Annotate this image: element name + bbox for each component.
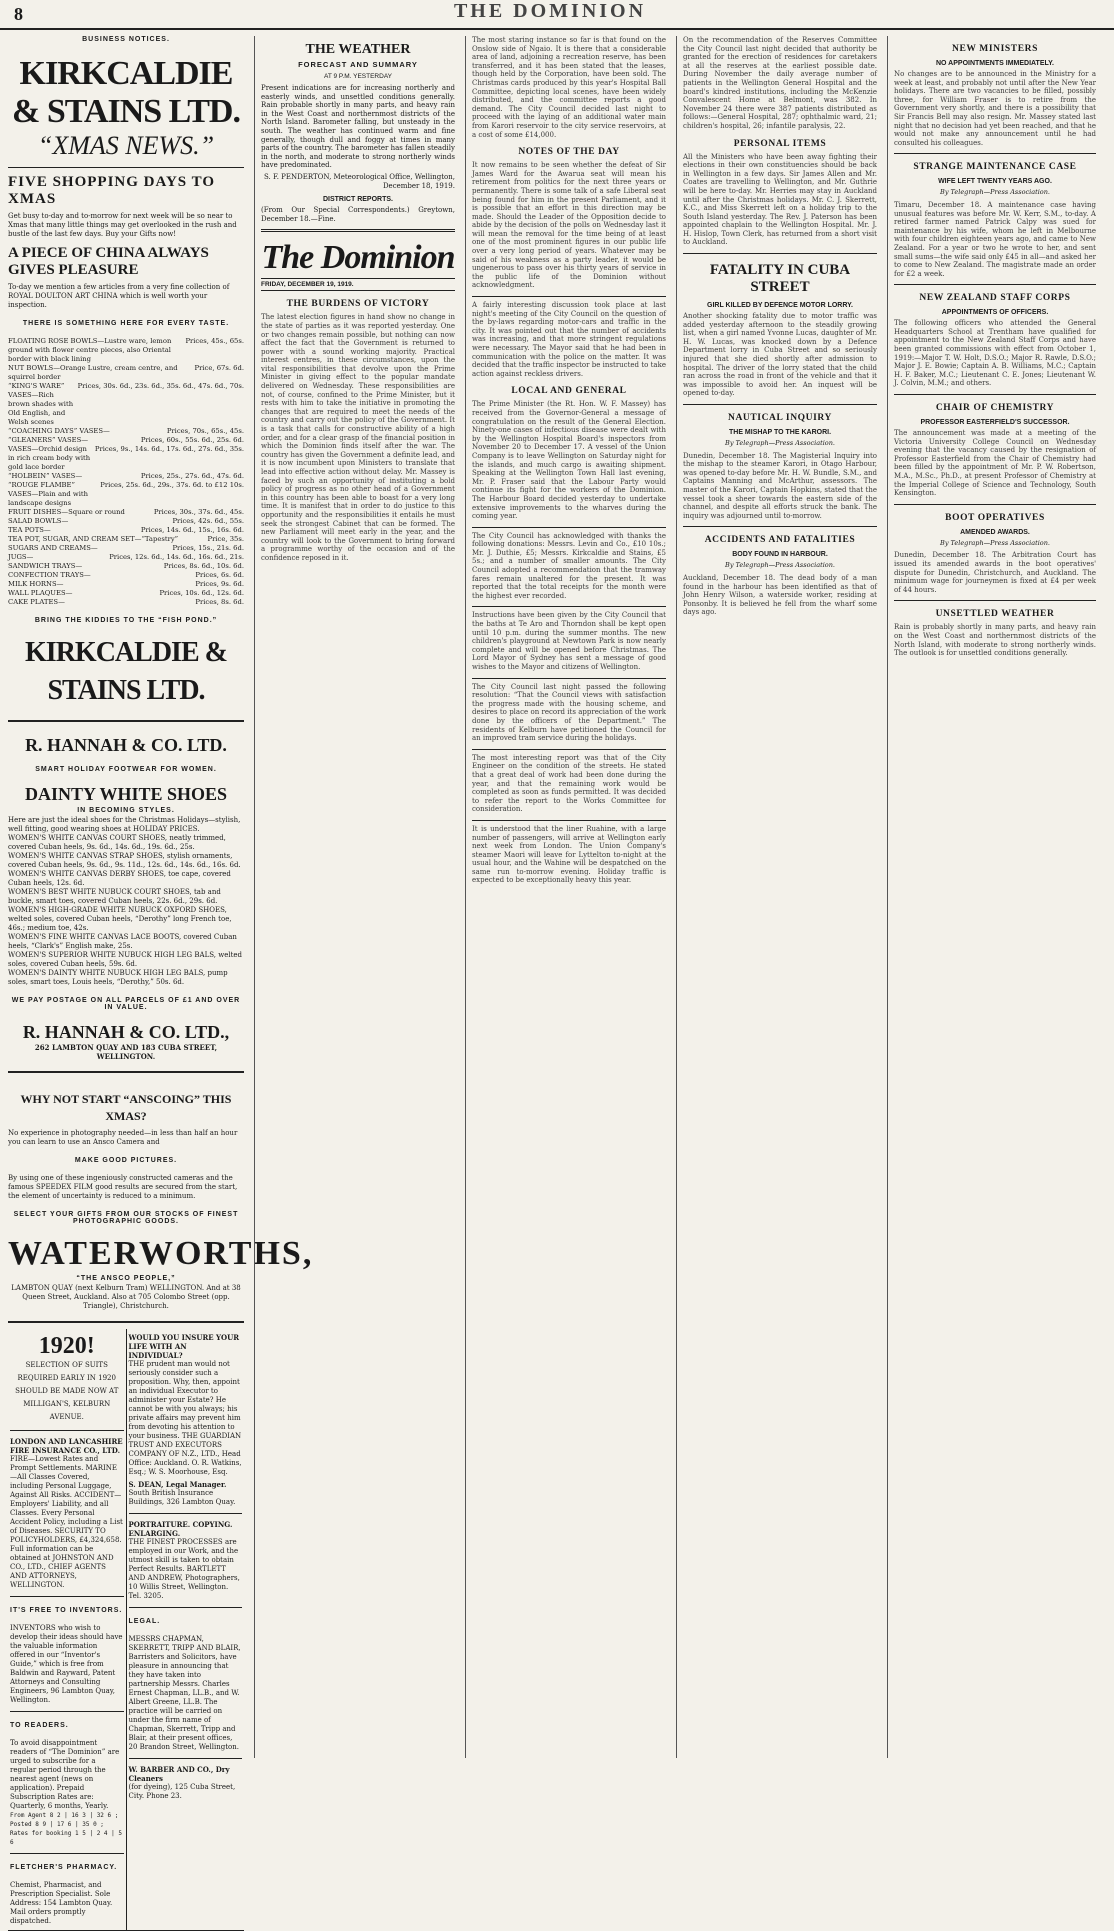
hannah-line-2: IN BECOMING STYLES. (77, 807, 175, 814)
trust-ad (126, 1329, 245, 1930)
hannah-item: WOMEN'S SUPERIOR WHITE NUBUCK HIGH LEG BALS, welted soles, covered Cuban heels, 59s. 6d. (8, 951, 243, 968)
kirkcaldie-para-2: To-day we mention a few articles from a very fine collection of ROYAL DOULTON ART CHINA which is well worth your inspection. (8, 283, 230, 309)
hannah-item-list (8, 834, 244, 987)
price-list-item (8, 481, 244, 508)
staff-subheading: APPOINTMENTS OF OFFICERS. (941, 309, 1049, 317)
burdens-heading: THE BURDENS OF VICTORY (286, 299, 430, 310)
waterworths-title: WATERWORTHS, (8, 1235, 314, 1272)
hannah-item: WOMEN'S HIGH-GRADE WHITE NUBUCK OXFORD SHOES, welted soles, covered Cuban heels, “Derothy” long French toe, 46s.; medium toe, 42s. (8, 906, 232, 932)
fatality-text: Another shocking fatality due to motor traffic was added yesterday afternoon to the steadily growing list, when a girl named Yvonne Lucas, daughter of Mr. H. W. Lucas, was knocked down by a Defence Department lorry in Cuba Street and so seriously injured that she died shortly after admission to hospital. The driver of the lorry stated that the child ran across the road in front of the vehicle and that it was impossible to avoid her. An inquest will be opened to-day. (683, 312, 877, 398)
small-ads-row-1 (8, 1329, 244, 1931)
price-item-name: MILK HORNS— (8, 580, 64, 588)
hannah-postage: WE PAY POSTAGE ON ALL PARCELS OF £1 AND OVER IN VALUE. (11, 997, 241, 1011)
hannah-footer: R. HANNAH & CO. LTD., (22, 1022, 230, 1042)
ministers-heading: NEW MINISTERS (951, 44, 1039, 54)
staff-heading: NEW ZEALAND STAFF CORPS (919, 293, 1071, 304)
lancs-title: LONDON AND LANCASHIRE FIRE INSURANCE CO., LTD. (10, 1437, 123, 1455)
kirkcaldie-title: KIRKCALDIE & STAINS LTD. (12, 55, 240, 130)
price-list-item (8, 382, 244, 427)
price-item-name: JUGS— (8, 553, 34, 561)
price-item-price: Prices, 12s. 6d., 14s. 6d., 16s. 6d., 21s. (109, 553, 244, 561)
notes-text: It now remains to be seen whether the defeat of Sir James Ward for the Awarua seat will mean his retirement from politics for the next three years or permanently. There is some talk of a safe Liberal seat being found for him in the present Parliament, and it is possible that an effort in this direction may be made. Should the Leader of the Opposition decide to abide by the decision of the polls on Wednesday last it will mean the removal for the time being of at least one of the most prominent figures in our public life over a very long period of years. Whatever may be said of his weakness as a party leader, it would be ungenerous to pass over his thirty years of service in the public life of the Dominion without acknowledgment. (472, 161, 666, 290)
trust-heading: WOULD YOU INSURE YOUR LIFE WITH AN INDIVIDUAL? (128, 1333, 240, 1360)
boot-subheading: AMENDED AWARDS. (960, 528, 1030, 536)
barber-text: (for dyeing), 125 Cuba Street, City. Phone 23. (128, 1783, 236, 1800)
unsettled-text: Rain is probably shortly in many parts, and heavy rain on the West Coast and northernmost districts of the North Island, with moderate to strong northerly winds. The outlook is for unsettled conditions generally. (894, 623, 1096, 658)
dean-text: South British Insurance Buildings, 326 Lambton Quay. (128, 1489, 236, 1506)
boot-text: Dunedin, December 18. The Arbitration Court has issued its amended awards in the boot operatives' dispute for Dunedin, Christchurch, and Auckland. The minimum wage for journeymen is fixed at £4 per week of 44 hours. (894, 551, 1096, 594)
price-list-item (8, 553, 244, 562)
price-item-name: FRUIT DISHES—Square or round (8, 508, 125, 516)
masthead (0, 0, 1114, 30)
hannah-ad (8, 728, 244, 1073)
hannah-address: 262 LAMBTON QUAY AND 183 CUBA STREET, WELLINGTON. (34, 1043, 218, 1061)
price-list-item (8, 472, 244, 481)
price-item-name: “HOLBEIN” VASES— (8, 472, 83, 480)
newspaper-title: The Dominion (261, 239, 455, 277)
price-item-name: SUGARS AND CREAMS— (8, 544, 98, 552)
waterworths-sub: “THE ANSCO PEOPLE,” (76, 1275, 176, 1282)
ansco-title: WHY NOT START “ANSCOING” THIS XMAS? (20, 1092, 232, 1123)
district-text: (From Our Special Correspondents.) Greytown, December 18.—Fine. (261, 206, 455, 223)
legal-heading: LEGAL. (128, 1618, 161, 1625)
nautical-byline: By Telegraph—Press Association. (725, 439, 835, 447)
fatality-heading: FATALITY IN CUBA STREET (709, 262, 851, 296)
weather-time: AT 9 P.M. YESTERDAY (323, 73, 393, 80)
chair-heading: CHAIR OF CHEMISTRY (935, 403, 1055, 414)
nautical-heading: NAUTICAL INQUIRY (727, 413, 832, 423)
price-item-name: “GLEANERS” VASES— (8, 436, 89, 444)
kirkcaldie-heading-1: FIVE SHOPPING DAYS TO XMAS (8, 174, 216, 207)
price-item-name: TEA POTS— (8, 526, 51, 534)
column-5 (887, 36, 1102, 1758)
price-list-item (8, 337, 244, 364)
barber-heading: W. BARBER AND CO., Dry Cleaners (128, 1765, 230, 1783)
masthead-title: THE DOMINION (453, 0, 647, 22)
strange-subheading: WIFE LEFT TWENTY YEARS AGO. (938, 178, 1052, 186)
staff-text: The following officers who attended the General Headquarters School at Trentham have qualified for appointment to the New Zealand Staff Corps and have been granted commissions with effect from October 1, 1919:—Major T. W. Holt, D.S.O.; Major R. Rawle, D.S.O.; Major J. E. Bowie; Captain A. B. Williams, M.C.; Captain H. F. Baker, M.C.; Lieutenant C. E. Jones; Lieutenant W. J. Colvin, M.M.; and others. (894, 319, 1096, 388)
price-item-name: CAKE PLATES— (8, 598, 65, 606)
readers-text: To avoid disappointment readers of “The Dominion” are urged to subscribe for a regular period through the nearest agent (news on application). Prepaid Subscription Rates are: Quarterly, 6 months, Yearly. (10, 1739, 120, 1810)
price-list-item (8, 571, 244, 580)
ansco-ad (8, 1079, 314, 1323)
hannah-item: WOMEN'S WHITE CANVAS STRAP SHOES, stylish ornaments, covered Cuban heels, 9s. 6d., 9s. 11d., 12s. 6d., 14s. 6d., 16s. 6d. (8, 852, 241, 869)
price-list-item (8, 535, 244, 544)
price-item-price: Prices, 42s. 6d., 55s. (172, 517, 244, 525)
ansco-para-2: By using one of these ingeniously constructed cameras and the famous SPEEDEX FILM good results are secured from the start, the element of uncertainty is reduced to a minimum. (8, 1174, 238, 1200)
accidents-subheading: BODY FOUND IN HARBOUR. (732, 551, 828, 559)
kirkcaldie-para-1: Get busy to-day and to-morrow for next week will be so near to Xmas that many little things may get overlooked in the rush and bustle of the last few days. Buy your Gifts now! (8, 212, 237, 238)
price-list-item (8, 427, 244, 436)
price-item-price: Prices, 45s., 65s. (185, 337, 244, 345)
price-list-item (8, 589, 244, 598)
date-text: FRIDAY, DECEMBER 19, 1919. (261, 281, 354, 289)
chair-text: The announcement was made at a meeting of the Victoria University College Council on Wednesday evening that the vacancy caused by the resignation of Professor Easterfield from the Chair of Chemistry had been filled by the appointment of Mr. P. W. Robertson, M.A., M.Sc., Ph.D., at present Professor of Chemistry at the Imperial College of Science and Technology, South Kensington. (894, 429, 1096, 498)
price-item-name: WALL PLAQUES— (8, 589, 73, 597)
hannah-heading: DAINTY WHITE SHOES (24, 784, 228, 804)
weather-heading: THE WEATHER (305, 42, 411, 57)
column-3 (465, 36, 672, 1758)
hannah-item: WOMEN'S BEST WHITE NUBUCK COURT SHOES, tab and buckle, smart toes, covered Cuban heels, 22s. 6d., 29s. 6d. (8, 888, 221, 905)
ansco-para-3: SELECT YOUR GIFTS FROM OUR STOCKS OF FINEST PHOTOGRAPHIC GOODS. (13, 1211, 239, 1225)
milligan-text: SELECTION OF SUITS REQUIRED EARLY IN 1920 SHOULD BE MADE NOW AT MILLIGAN'S, KELBURN AVENUE. (15, 1361, 119, 1421)
hannah-item: WOMEN'S DAINTY WHITE NUBUCK HIGH LEG BALS, pump soles, smart toes, Louis heels, “Derothy,” 50s. 6d. (8, 969, 228, 986)
price-item-price: Prices, 10s. 6d., 12s. 6d. (159, 589, 244, 597)
ministers-text: No changes are to be announced in the Ministry for a week at least, and probably not until after the New Year holidays. There are two vacancies to be filled, possibly three, for William Fraser is to retire from the Government very shortly, and there is a possibility that Sir Francis Bell may also resign. Mr. Massey stated last night that no decision had yet been reached, and that he would not make any announcement until he had consulted his colleagues. (894, 70, 1096, 147)
price-item-name: “ROUGE FLAMBE” VASES—Plain and with landscape designs (8, 481, 88, 507)
price-item-name: CONFECTION TRAYS— (8, 571, 91, 579)
price-list-item (8, 598, 244, 607)
price-item-price: Prices, 30s., 37s. 6d., 45s. (153, 508, 244, 516)
milligan-ad (8, 1329, 126, 1930)
portraiture-heading: PORTRAITURE. COPYING. ENLARGING. (128, 1520, 233, 1538)
chair-subheading: PROFESSOR EASTERFIELD'S SUCCESSOR. (920, 419, 1070, 427)
personal-heading: PERSONAL ITEMS (733, 138, 827, 149)
section-label: BUSINESS NOTICES. (82, 36, 170, 43)
milligan-year: 1920! (38, 1333, 95, 1359)
price-item-name: “KING'S WARE” VASES—Rich brown shades with Old English, and Welsh scenes (8, 382, 74, 426)
nautical-text: Dunedin, December 18. The Magisterial Inquiry into the mishap to the steamer Karori, in Otago Harbour, was opened to-day before Mr. H. W. Bundle, S.M., and Captains Manning and McArthur, assessors. The master of the Karori, Captain Hopkins, stated that the vessel took a sheer towards the eastern side of the channel, and despite all efforts struck the bank. The inquiry was adjourned until to-morrow. (683, 451, 877, 520)
waterworths-address: LAMBTON QUAY (next Kelburn Tram) WELLINGTON. And at 38 Queen Street, Auckland. Also at 705 Colombo Street (opp. Triangle), Christchurch. (11, 1284, 241, 1310)
price-item-price: Prices, 8s. 6d. (195, 598, 244, 606)
price-item-price: Price, 35s. (207, 535, 244, 543)
price-item-price: Prices, 15s., 21s. 6d. (172, 544, 244, 552)
price-item-price: Prices, 14s. 6d., 15s., 16s. 6d. (140, 526, 244, 534)
col4-para-1: On the recommendation of the Reserves Committee the City Council last night decided that authority be granted for the erection of residences for caretakers at all the reserves at the earliest possible date. During November the daily average number of patients in the Wellington General Hospital and the board's kindred institutions, including the McKenzie Convalescent Home at Belmont, was 382. In November 24 there were 387 patients distributed as follows:—General Hospital, 287; ophthalmic ward, 21; children's hospital, 26; infantile paralysis, 22. (683, 36, 877, 130)
strange-text: Timaru, December 18. A maintenance case having unusual features was before Mr. W. Kerr, S.M., to-day. A retired farmer named Patrick Calpy was sued for maintenance by his wife, whom he left in Melbourne with four children eighteen years ago, and came to New Zealand. For a year or two he wrote to her, and sent small sums—the wife said only £45 in all—and asked her to come to New Zealand. The magistrate made an order for £2 a week. (894, 200, 1096, 278)
boot-byline: By Telegraph—Press Association. (940, 538, 1050, 547)
price-list-item (8, 562, 244, 571)
price-item-price: Price, 67s. 6d. (194, 364, 244, 372)
readers-heading: TO READERS. (10, 1722, 69, 1729)
notes-heading: NOTES OF THE DAY (518, 147, 620, 158)
col3-para-1: The most staring instance so far is that found on the Onslow side of Ngaio. It is there that a considerable area of land, adjoining a recreation reserve, has been transferred, and it has been stated that the leases, though held by the Corporation, have been sold. The Christmas cards produced by this year's Hospital Ball Committee, depicting local scenes, have been widely distributed, and the committee reports a good demand. The City Council decided last night to proceed with the laying of an additional water main from Karori reservoir to the city service reservoirs, at a cost of some £14,000. (472, 36, 666, 139)
price-item-name: “COACHING DAYS” VASES— (8, 427, 110, 435)
page-number: 8 (14, 4, 23, 24)
price-list-item (8, 445, 244, 472)
strange-byline: By Telegraph—Press Association. (940, 188, 1050, 197)
local-heading: LOCAL AND GENERAL (511, 386, 627, 397)
kirkcaldie-price-list (8, 337, 244, 607)
weather-signature: S. F. PENDERTON, Meteorological Office, Wellington, December 18, 1919. (263, 172, 455, 190)
readers-rates: From Agent 8 2 | 16 3 | 32 6 ; Posted 8 9 | 17 6 | 35 0 ; Rates for booking 1 5 | 2 4 | 5 6 (10, 1812, 122, 1846)
hannah-para: Here are just the ideal shoes for the Christmas Holidays—stylish, well fitting, good wearing shoes at HOLIDAY PRICES. (8, 816, 241, 833)
price-item-price: Prices, 30s. 6d., 23s. 6d., 35s. 6d., 47s. 6d., 70s. (77, 382, 244, 390)
boot-heading: BOOT OPERATIVES (945, 512, 1045, 523)
legal-text: MESSRS CHAPMAN, SKERRETT, TRIPP AND BLAIR, Barristers and Solicitors, have pleasure in announcing that they have taken into partnership Messrs. Charles Ernest Chapman, LL.B., and W. Albert Greene, LL.B. The practice will be carried on under the firm name of Chapman, Skerrett, Tripp and Blair, at their present offices, 20 Brandon Street, Wellington. (128, 1635, 241, 1751)
strange-heading: STRANGE MAINTENANCE CASE (913, 162, 1077, 173)
dateline (261, 278, 455, 291)
district-heading: DISTRICT REPORTS. (322, 196, 393, 204)
col3-para-3: The City Council has acknowledged with thanks the following donations: Messrs. Levin and Co., £10 10s.; Mr. J. Duthie, £5; Messrs. Kirkcaldie and Stains, £5 5s.; and a number of smaller amounts. The City Council adopted a recommendation that the tramway fares remain unaltered for the present. It was reported that the total receipts for the month were the highest ever recorded. (472, 527, 666, 601)
price-item-price: Prices, 9s. 6d. (195, 580, 244, 588)
ansco-heading: MAKE GOOD PICTURES. (74, 1157, 178, 1164)
fletcher-heading: FLETCHER'S PHARMACY. (10, 1864, 118, 1871)
hannah-title: R. HANNAH & CO. LTD. (25, 735, 227, 755)
price-item-name: SALAD BOWLS— (8, 517, 69, 525)
personal-text: All the Ministers who have been away fighting their elections in their own constituencies should be back in Wellington in a few days. Sir James Allen and Mr. Coates are travelling to Wellington, and Mr. Guthrie will be here to-day. Mr. Herries may stay in Auckland until after the Christmas holidays. Mr. C. J. Skerrett, K.C., and Miss Skerrett left on a holiday trip to the South Island yesterday. The Rev. J. Paterson has been appointed chaplain to the Wellington Hospital. Mr. J. H. Hislop, Town Clerk, has returned from a short visit to Auckland. (683, 152, 877, 247)
accidents-byline: By Telegraph—Press Association. (725, 561, 835, 570)
hannah-item: WOMEN'S WHITE CANVAS COURT SHOES, neatly trimmed, covered Cuban heels, 9s. 6d., 14s. 6d., 19s. 6d., 25s. (8, 834, 226, 851)
kirkcaldie-footer: KIRKCALDIE & STAINS LTD. (25, 637, 227, 706)
price-item-price: Prices, 9s., 14s. 6d., 17s. 6d., 27s. 6d., 35s. (94, 445, 244, 453)
inventors-text: INVENTORS who wish to develop their ideas should have the valuable information offered in our “Inventor's Guide,” which is free from Baldwin and Rayward, Patent Attorneys and Consulting Engineers, 96 Lambton Quay, Wellington. (10, 1624, 123, 1704)
trust-text: THE prudent man would not seriously consider such a proposition. Why, then, appoint an individual Executor to administer your Estate? He cannot be with you always; his private affairs may prevent him from devoting his attention to your business. THE GUARDIAN TRUST AND EXECUTORS COMPANY OF N.Z., LTD., Head Office: Auckland. O. R. Watkins, Esq.; W. S. Moorhouse, Esq. (128, 1360, 242, 1476)
hannah-line-1: SMART HOLIDAY FOOTWEAR FOR WOMEN. (35, 766, 217, 773)
price-list-item (8, 580, 244, 589)
col3-para-6: The most interesting report was that of the City Engineer on the condition of the streets. He stated that a great deal of work had been done during the year, and that the remaining work would be completed as soon as funds permitted. It was decided to refer the report to the Works Committee for consideration. (472, 749, 666, 814)
price-list-item (8, 517, 244, 526)
local-text: The Prime Minister (the Rt. Hon. W. F. Massey) has received from the Governor-General a message of congratulation on the result of the General Election. Ninety-one cases of infectious disease were dealt with by the Wellington Hospital Board's inspectors from November 20 to December 17. A vessel of the Union Company is to leave Wellington on Saturday night for the islands, and much cargo is awaiting shipment. Speaking at the Wellington Town Hall last evening, Mr. P. Fraser said that the Labour Party would continue its fight for the workers of the Dominion. The Harbour Board decided yesterday to undertake extensive improvements to the wharves during the coming year. (472, 400, 666, 521)
weather-text: Present indications are for increasing northerly and easterly winds, and unsettled conditions generally. Rain probable shortly in many parts, and heavy rain in the West Coast and northernmost districts of the North Island. Barometer falling, but unsteady in the south. The weather has continued warm and fine generally, though dull and foggy at times in many parts of the country. The barometer has fallen steadily in the north, and moderate to strong northerly winds have predominated. (261, 84, 455, 170)
burdens-text: The latest election figures in hand show no change in the state of parties as it was reported yesterday. One or two changes remain possible, but nothing can now affect the fact that the Government is returned to power with a sound working majority. Practical interest centres, in these circumstances, upon the vital responsibilities that devolve upon the Prime Minister in giving effect to the popular mandate delivered on Wednesday. These responsibilities are not, of course, confined to the Prime Minister, but it rests with him to take the initiative in promoting the changes that are required to meet the needs of the country and carry out the policy of the Government. It is a task that calls for constructive ability of a high order, and for a clear grasp of the financial position in which the Dominion finds itself after the war. The country has given the Government a definite lead, and it is now incumbent upon Ministers to translate that lead into effective action without delay. Mr. Massey is faced by such an opportunity of instituting a bold policy of progress as no other head of a Government in this country has been able to boast for a very long time. It is manifest that in order to do justice to this opportunity and the responsibilities it entails he must seek the strongest Cabinet that can be formed. The new Parliament will meet early in the year, and the country will look to the Government to bring forward a programme worthy of the occasion and of the confidence reposed in it. (261, 313, 455, 562)
hannah-item: WOMEN'S WHITE CANVAS DERBY SHOES, toe cape, covered Cuban heels, 12s. 6d. (8, 870, 231, 887)
price-list-item (8, 508, 244, 517)
price-item-price: Prices, 6s. 6d. (195, 571, 244, 579)
price-item-price: Prices, 60s., 55s. 6d., 25s. 6d. (140, 436, 244, 444)
price-item-price: Prices, 70s., 65s., 45s. (166, 427, 244, 435)
weather-subheading: FORECAST AND SUMMARY (298, 60, 418, 69)
price-list-item (8, 544, 244, 553)
price-item-price: Prices, 25s., 27s. 6d., 47s. 6d. (140, 472, 244, 480)
accidents-heading: ACCIDENTS AND FATALITIES (704, 535, 856, 546)
kirkcaldie-subtitle: “XMAS NEWS.” (37, 131, 215, 160)
ansco-para-1: No experience in photography needed—in less than half an hour you can learn to use an Ansco Camera and (8, 1129, 238, 1146)
price-item-name: SANDWICH TRAYS— (8, 562, 83, 570)
fletcher-text: Chemist, Pharmacist, and Prescription Specialist. Sole Address: 154 Lambton Quay. Mail orders promptly dispatched. (10, 1881, 113, 1925)
portraiture-text: THE FINEST PROCESSES are employed in our Work, and the utmost skill is taken to obtain Perfect Results. BARTLETT AND ANDREW, Photographers, 10 Willis Street, Wellington. Tel. 3205. (128, 1538, 240, 1600)
accidents-text: Auckland, December 18. The dead body of a man found in the harbour has been identified as that of John Henry Wilson, a waterside worker, residing at Ponsonby. It is believed he fell from the wharf some days ago. (683, 573, 877, 617)
price-item-name: VASES—Orchid design in rich cream body with gold lace border (8, 445, 91, 471)
col3-para-7: It is understood that the liner Ruahine, with a large number of passengers, will arrive at Wellington early next week from London. The Union Company's steamer Maori will leave for Lyttelton to-night at the usual hour, and the Wahine will be despatched on the same run to-morrow evening. Holiday traffic is expected to be exceptionally heavy this year. (472, 820, 666, 885)
kirkcaldie-ad (8, 49, 244, 722)
price-list-item (8, 436, 244, 445)
unsettled-heading: UNSETTLED WEATHER (935, 609, 1055, 620)
column-4 (676, 36, 883, 1758)
fatality-subheading: GIRL KILLED BY DEFENCE MOTOR LORRY. (707, 302, 853, 310)
kirkcaldie-heading-2: A PIECE OF CHINA ALWAYS GIVES PLEASURE (8, 245, 209, 278)
price-item-name: FLOATING ROSE BOWLS—Lustre ware, lemon ground with flower centre pieces, also Oriental border with black lining (8, 337, 172, 363)
price-item-name: NUT BOWLS—Orange Lustre, cream centre, and squirrel border (8, 364, 178, 381)
price-item-price: Prices, 25s. 6d., 29s., 37s. 6d. to £12 10s. (100, 481, 244, 489)
lancs-text: FIRE—Lowest Rates and Prompt Settlements. MARINE—All Classes Covered, including Personal Luggage, Against All Risks. ACCIDENT—Employers' Liability, and all Classes. Every Personal Accident Policy, including a List of Diseases. SECURITY TO POLICYHOLDERS, £4,324,658. Full information can be obtained at JOHNSTON AND CO., LTD., CHIEF AGENTS AND ATTORNEYS, WELLINGTON. (10, 1455, 123, 1589)
kirkcaldie-midline: THERE IS SOMETHING HERE FOR EVERY TASTE. (22, 320, 230, 327)
col3-para-5: The City Council last night passed the following resolution: “That the Council views with satisfaction the progress made with the housing scheme, and desires to place on record its appreciation of the work done by the officers of the Department.” The residents of Kelburn have petitioned the Council for an improved tram service during the holidays. (472, 678, 666, 743)
price-list-item (8, 526, 244, 535)
col3-para-2: A fairly interesting discussion took place at last night's meeting of the City Council on the question of the by-laws regarding motor-cars and traffic in the city. It was pointed out that the number of accidents was increasing, and that more stringent regulations were necessary. The Mayor said that he had been in communication with the police on the matter. It was decided that the traffic inspector be instructed to take action against reckless drivers. (472, 296, 666, 378)
dean-heading: S. DEAN, Legal Manager. (128, 1480, 227, 1489)
hannah-item: WOMEN'S FINE WHITE CANVAS LACE BOOTS, covered Cuban heels, “Clark's” English make, 25s. (8, 933, 237, 950)
kirkcaldie-bring: BRING THE KIDDIES TO THE “FISH POND.” (34, 617, 218, 624)
column-2 (254, 36, 461, 1758)
inventors-heading: IT'S FREE TO INVENTORS. (10, 1607, 123, 1614)
col3-para-4: Instructions have been given by the City Council that the baths at Te Aro and Thorndon shall be kept open until 10 p.m. during the summer months. The new children's playground at Newtown Park is now nearly complete and will be opened before Christmas. The Lord Mayor of Sydney has sent a message of good wishes to the Mayor and citizens of Wellington. (472, 606, 666, 671)
nautical-subheading: THE MISHAP TO THE KARORI. (728, 429, 832, 436)
ministers-subheading: NO APPOINTMENTS IMMEDIATELY. (936, 60, 1054, 67)
price-item-name: TEA POT, SUGAR, AND CREAM SET—“Tapestry” (8, 535, 179, 543)
price-item-price: Prices, 8s. 6d., 10s. 6d. (163, 562, 244, 570)
price-list-item (8, 364, 244, 382)
